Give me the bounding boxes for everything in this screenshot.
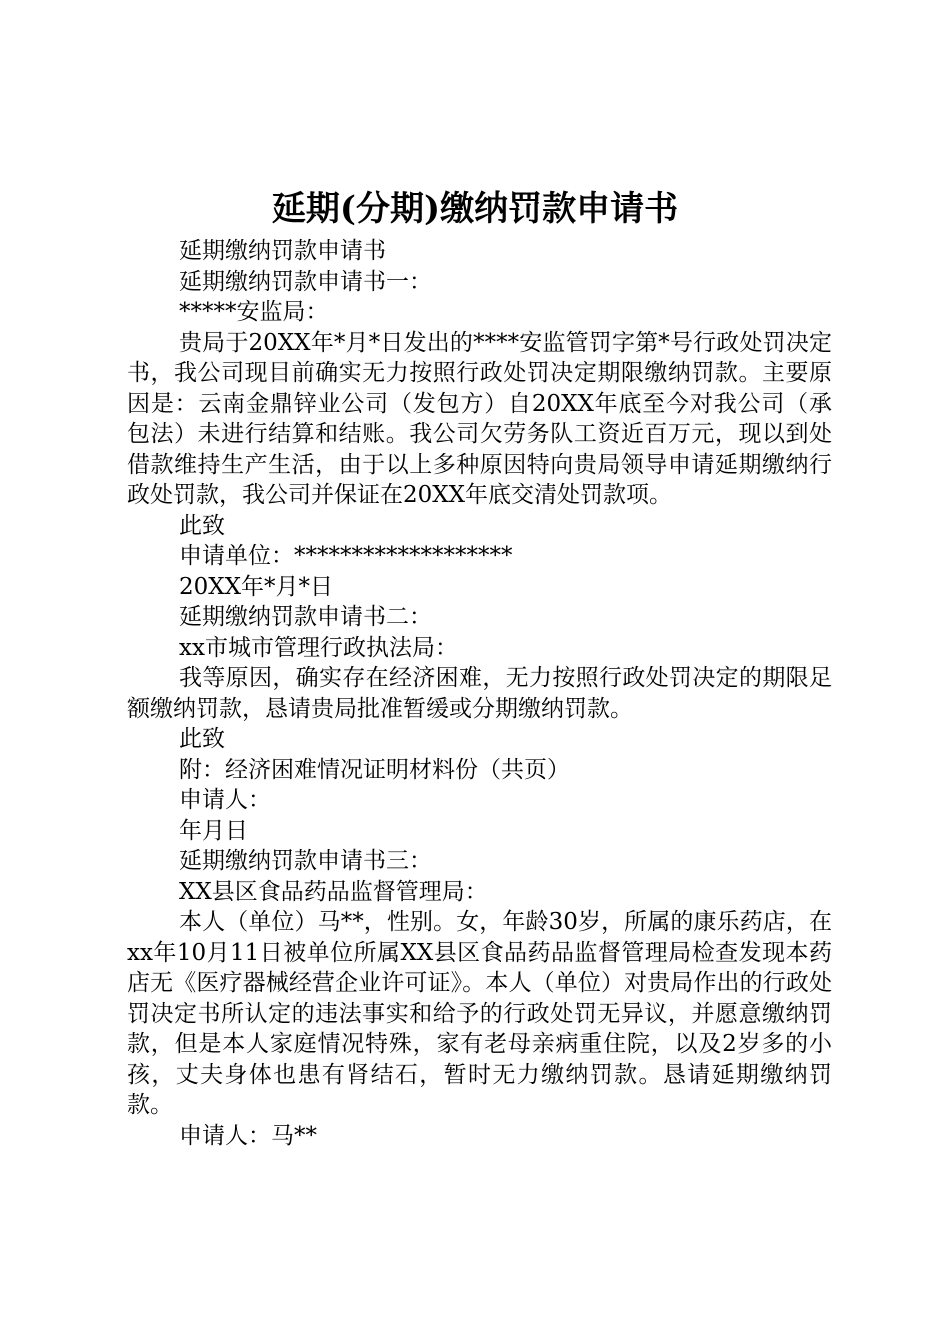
document-title: 延期(分期)缴纳罚款申请书 [271, 189, 679, 229]
closing-1: 此致 [179, 512, 225, 539]
applicant-2: 申请人： [179, 787, 271, 813]
body-paragraph-3: 本人（单位）马**，性别。女，年龄30岁，所属的康乐药店，在xx年10月11日被单位所属XX县区食品药品监督管理局检查发现本药店无《医疗器械经营企业许可证》。本人（单位）对贵局作出的行政处罚决定书所认定的违法事实和给予的行政处罚无异议，并愿意缴纳罚款，但是本人家庭情况特殊，家有老母亲病重住院，以及2岁多的小孩，丈夫身体也患有肾结石，暂时无力缴纳罚款。恳请延期缴纳罚款。 [127, 909, 832, 1118]
attachment-note-2: 附：经济困难情况证明材料份（共页） [179, 756, 570, 783]
date-2: 年月日 [179, 817, 248, 844]
document-body [127, 236, 832, 1151]
date-1: 20XX年*月*日 [179, 573, 334, 600]
section-heading-1: 延期缴纳罚款申请书一： [179, 268, 432, 295]
addressee-2: xx市城市管理行政执法局： [179, 634, 458, 661]
addressee-3: XX县区食品药品监督管理局： [179, 878, 488, 905]
closing-2: 此致 [179, 726, 225, 752]
applicant-3: 申请人：马** [179, 1122, 317, 1149]
body-paragraph-1: 贵局于20XX年*月*日发出的****安监管罚字第*号行政处罚决定书，我公司现目前确实无力按照行政处罚决定期限缴纳罚款。主要原因是：云南金鼎锌业公司（发包方）自20XX年底至今对我公司（承包法）未进行结算和结账。我公司欠劳务队工资近百万元，现以到处借款维持生产生活，由于以上多种原因特向贵局领导申请延期缴纳行政处罚款，我公司并保证在20XX年底交清处罚款项。 [127, 329, 832, 508]
applicant-unit-1: 申请单位：******************* [179, 543, 513, 569]
section-heading-2: 延期缴纳罚款申请书二： [179, 604, 432, 630]
subtitle: 延期缴纳罚款申请书 [179, 238, 386, 264]
body-paragraph-2: 我等原因，确实存在经济困难，无力按照行政处罚决定的期限足额缴纳罚款，恳请贵局批准暂缓或分期缴纳罚款。 [127, 665, 832, 722]
addressee-1: *****安监局： [179, 299, 329, 325]
section-heading-3: 延期缴纳罚款申请书三： [179, 848, 432, 874]
